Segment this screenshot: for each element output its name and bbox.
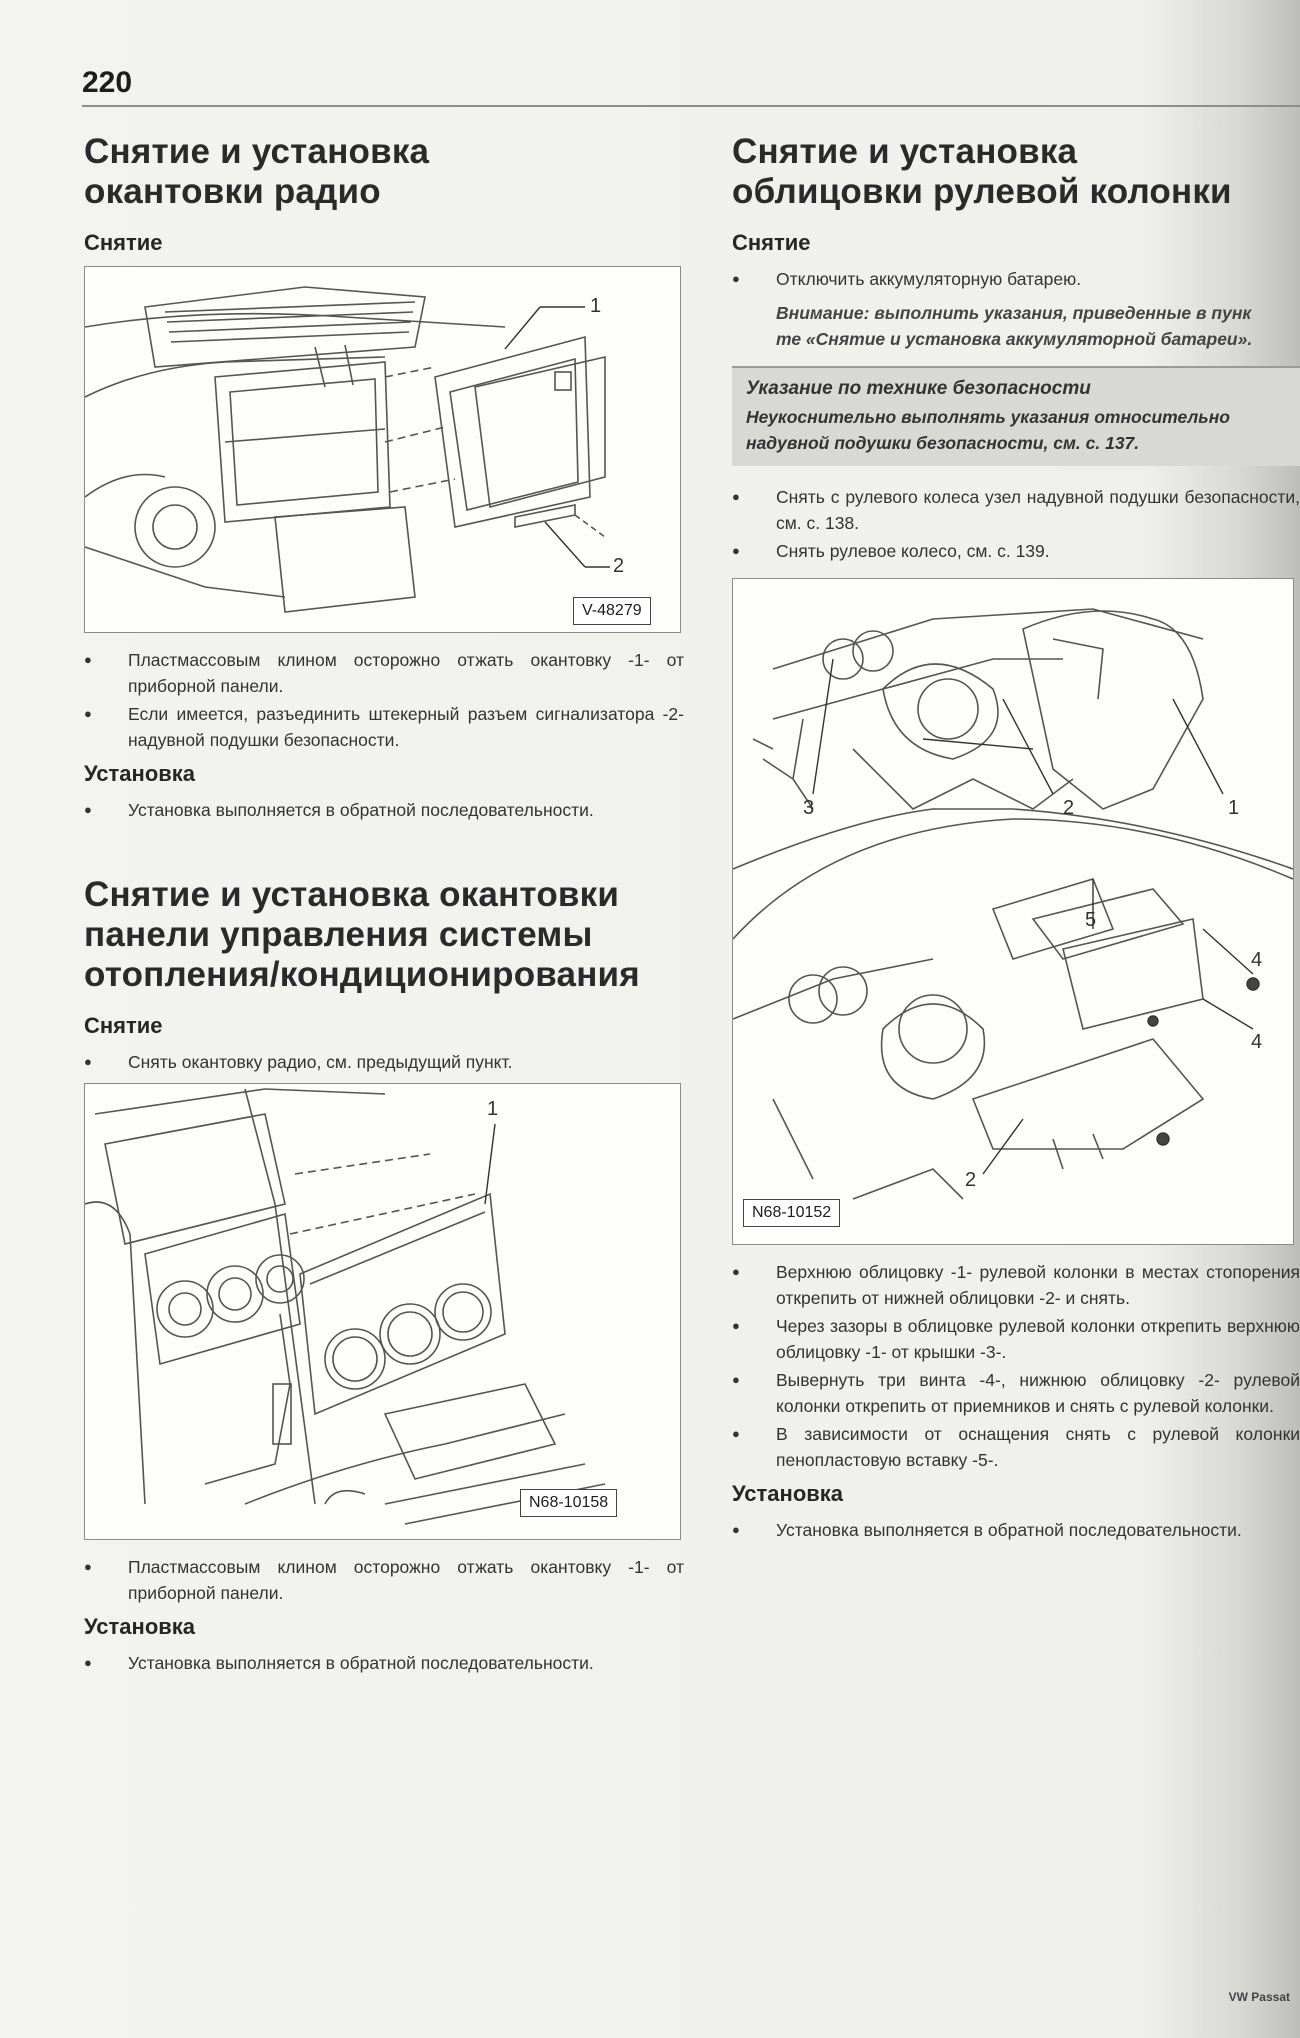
- removal-heading-hvac: Снятие: [84, 1013, 163, 1038]
- install-heading-radio: Установка: [84, 761, 196, 786]
- steps-list-column-a: [732, 484, 1300, 564]
- list-item: ● Вывернуть три винта -4-, нижнюю облицовку -2- рулевой колонки открепить от приемников и снять с рулевой колонки.: [732, 1367, 1300, 1419]
- page-number: 220: [82, 66, 133, 99]
- list-item: ● Через зазоры в облицовке рулевой колонки открепить верхнюю облицовку -1- от крышки -3-.: [732, 1313, 1300, 1365]
- callout-3: 3: [803, 797, 815, 819]
- list-item: ● Снять с рулевого колеса узел надувной подушки безопасности, см. с. 138.: [732, 484, 1300, 536]
- install-heading-hvac: Установка: [84, 1614, 196, 1639]
- steps-list-radio: [84, 647, 684, 753]
- list-item: ● Установка выполняется в обратной последовательности.: [732, 1517, 1300, 1543]
- list-item: ● Если имеется, разъединить штекерный разъем сигнализатора -2- надувной подушки безопасности.: [84, 701, 684, 753]
- figure-code: N68-10158: [520, 1489, 617, 1517]
- list-item: ● В зависимости от оснащения снять с рулевой колонки пенопластовую вставку -5-.: [732, 1421, 1300, 1473]
- figure-code: N68-10152: [743, 1199, 840, 1227]
- install-list-column: [732, 1517, 1300, 1543]
- pre-steps-column: [732, 266, 1300, 292]
- list-item: ● Пластмассовым клином осторожно отжать окантовку -1- от приборной панели.: [84, 1554, 684, 1606]
- left-column: [84, 122, 684, 1684]
- figure-hvac-trim: [84, 1083, 681, 1540]
- list-item: ● Установка выполняется в обратной последовательности.: [84, 797, 684, 823]
- figure-radio-trim: [84, 266, 681, 633]
- figure-column-trim: [732, 578, 1294, 1245]
- list-item: ● Пластмассовым клином осторожно отжать окантовку -1- от приборной панели.: [84, 647, 684, 699]
- removal-heading-radio: Снятие: [84, 230, 163, 255]
- figure-code: V-48279: [573, 597, 651, 625]
- callout-2: 2: [1063, 797, 1075, 819]
- callout-4: 4: [1251, 1031, 1263, 1053]
- callout-2: 2: [965, 1169, 977, 1191]
- footer-model-label: VW Passat: [1228, 1990, 1290, 2004]
- list-item: ● Снять рулевое колесо, см. с. 139.: [732, 538, 1300, 564]
- callout-5: 5: [1085, 909, 1097, 931]
- list-item: ● Отключить аккумуляторную батарею.: [732, 266, 1300, 292]
- callout-2: 2: [613, 555, 625, 577]
- callout-4: 4: [1251, 949, 1263, 971]
- section-title-column-trim: Снятие и установка облицовки рулевой колонки: [732, 132, 1232, 211]
- column-trim-drawing: [733, 579, 1293, 1244]
- hvac-trim-drawing: [85, 1084, 680, 1539]
- callout-1: 1: [1228, 797, 1240, 819]
- battery-note: Внимание: выполнить указания, приведенные в пунк те «Снятие и установка аккумуляторной батареи».: [776, 303, 1253, 349]
- list-item: ● Установка выполняется в обратной последовательности.: [84, 1650, 684, 1676]
- header-rule: [82, 105, 1300, 107]
- install-list-radio: [84, 797, 684, 823]
- install-heading-column: Установка: [732, 1481, 844, 1506]
- safety-title: Указание по технике безопасности: [746, 378, 1091, 399]
- section-title-radio-trim: Снятие и установка окантовки радио: [84, 132, 430, 211]
- steps-list-hvac: [84, 1554, 684, 1606]
- removal-heading-column: Снятие: [732, 230, 811, 255]
- steps-list-column-b: [732, 1259, 1300, 1473]
- list-item: ● Верхнюю облицовку -1- рулевой колонки в местах стопорения открепить от нижней облицовки -2- и снять.: [732, 1259, 1300, 1311]
- install-list-hvac: [84, 1650, 684, 1676]
- pre-steps-hvac: [84, 1049, 684, 1075]
- safety-notice: [732, 366, 1300, 466]
- callout-1: 1: [590, 295, 602, 317]
- radio-trim-drawing: [85, 267, 680, 632]
- list-item: ● Снять окантовку радио, см. предыдущий пункт.: [84, 1049, 684, 1075]
- section-title-hvac-trim: Снятие и установка окантовки панели управления системы отопления/кондиционирования: [84, 875, 640, 994]
- safety-text: Неукоснительно выполнять указания относительно надувной подушки безопасности, см. с. 137.: [746, 407, 1230, 453]
- callout-1: 1: [487, 1098, 499, 1120]
- right-column: [732, 122, 1300, 1551]
